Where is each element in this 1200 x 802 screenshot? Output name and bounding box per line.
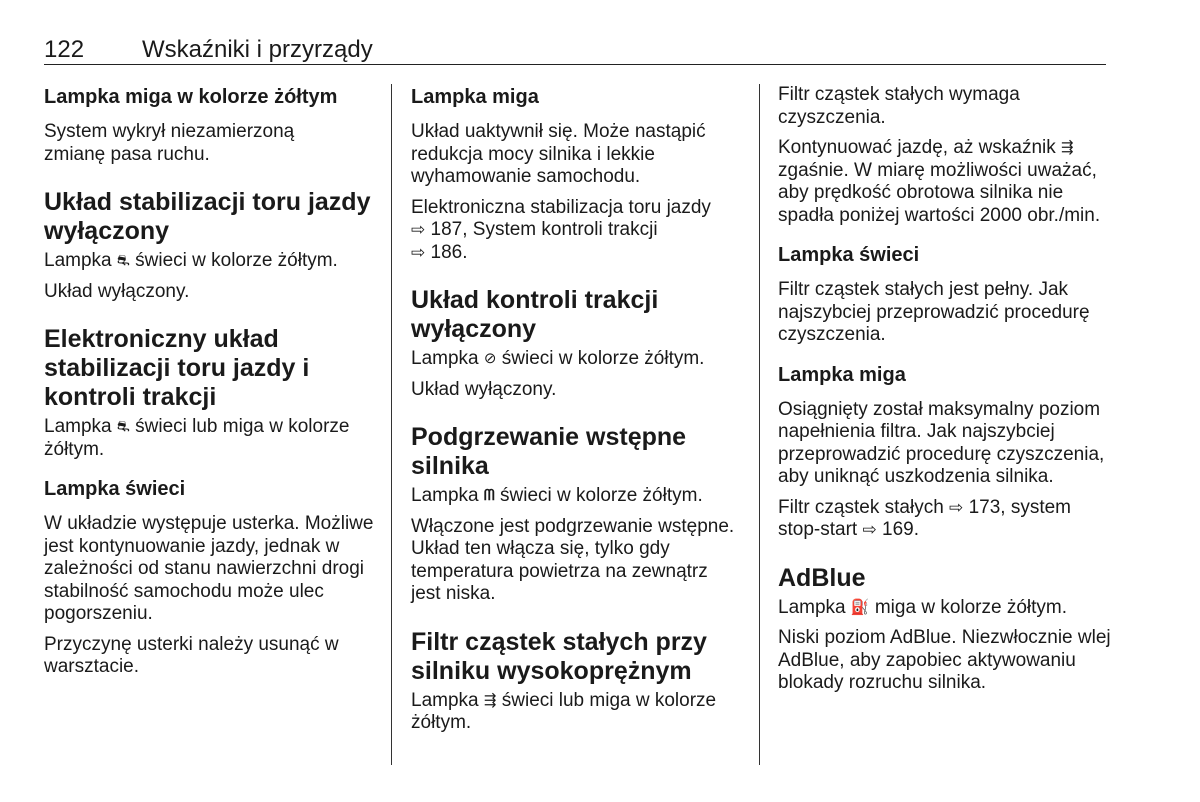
- text: świeci w kolorze żółtym.: [500, 485, 703, 506]
- paragraph: [44, 250, 374, 273]
- column-2: [411, 84, 741, 743]
- paragraph: [411, 197, 741, 265]
- esp-off-icon: ⛐: [116, 252, 130, 269]
- column-divider: [391, 84, 392, 765]
- text: zgaśnie. W miarę możliwości uważać, aby prędkość obrotowa silnika nie spadła poniżej wartości 2000 obr./min.: [778, 159, 1101, 226]
- paragraph: [411, 690, 741, 735]
- text: świeci w kolorze żółtym.: [501, 348, 705, 369]
- subheading-lamp-blink: Lampka miga: [411, 86, 539, 108]
- column-1: [44, 84, 374, 687]
- subheading-lamp-on: Lampka świeci: [44, 478, 186, 500]
- section-title-esp-off: Układ stabilizacji toru jazdy wyłączony: [44, 188, 371, 245]
- paragraph: [778, 597, 1113, 620]
- reference-arrow-icon: ⇨: [862, 520, 877, 539]
- reference-arrow-icon: ⇨: [411, 242, 426, 262]
- subheading-lamp-blink: Lampka miga: [778, 363, 906, 386]
- section-title-tc-off: Układ kontroli trakcji wyłączony: [411, 286, 659, 343]
- diesel-particle-filter-icon: ⇶: [483, 691, 497, 709]
- text: Kontynuować jazdę, aż wskaźnik: [778, 137, 1056, 158]
- paragraph: Układ wyłączony.: [44, 280, 190, 302]
- section-title-preheating: Podgrzewanie wstępne silnika: [411, 423, 687, 480]
- esp-skid-icon: ⛐: [116, 418, 130, 435]
- page-reference-link[interactable]: 169.: [882, 519, 919, 540]
- paragraph: [411, 348, 741, 371]
- paragraph: [778, 137, 1113, 227]
- text: Filtr cząstek stałych: [778, 496, 944, 518]
- text: świeci lub miga w kolorze żółtym.: [411, 689, 717, 733]
- paragraph: Włączone jest podgrzewanie wstępne. Układ ten włącza się, tylko gdy temperatura powietrza na zewnątrz jest niska.: [411, 515, 735, 604]
- text: Lampka: [44, 416, 112, 437]
- paragraph: Filtr cząstek stałych jest pełny. Jak najszybciej przeprowadzić procedurę czyszczenia.: [778, 279, 1090, 345]
- section-title-esp-tc: Elektroniczny układ stabilizacji toru jazdy i kontroli trakcji: [44, 325, 310, 411]
- page-number: 122: [44, 36, 85, 63]
- paragraph: Przyczynę usterki należy usunąć w warsztacie.: [44, 633, 339, 677]
- page-reference-link[interactable]: 173, system stop-start: [778, 496, 1072, 540]
- glow-plug-icon: ᗰ: [483, 487, 495, 504]
- paragraph: System wykrył niezamierzoną zmianę pasa ruchu.: [44, 121, 295, 165]
- reference-arrow-icon: ⇨: [949, 497, 964, 517]
- text: świeci w kolorze żółtym.: [135, 250, 338, 271]
- text: świeci lub miga w kolorze żółtym.: [44, 416, 350, 460]
- text: Lampka: [411, 689, 479, 711]
- section-title-adblue: AdBlue: [778, 563, 866, 592]
- text: Lampka: [778, 596, 846, 618]
- section-title-dpf: Filtr cząstek stałych przy silniku wysokoprężnym: [411, 627, 707, 685]
- paragraph: Układ wyłączony.: [411, 378, 557, 400]
- paragraph: [778, 497, 1113, 542]
- paragraph: W układzie występuje usterka. Możliwe jest kontynuowanie jazdy, jednak w zależności od stanu nawierzchni drogi stabilność samochodu może ulec pogorszeniu.: [44, 513, 374, 624]
- paragraph: Filtr cząstek stałych wymaga czyszczenia.: [778, 84, 1020, 128]
- column-divider: [759, 84, 760, 765]
- paragraph: Niski poziom AdBlue. Niezwłocznie wlej AdBlue, aby zapobiec aktywowaniu blokady rozruchu silnika.: [778, 627, 1111, 693]
- page-reference-link[interactable]: 187, System kontroli trakcji: [430, 219, 658, 240]
- subheading-blink-yellow: Lampka miga w kolorze żółtym: [44, 86, 338, 108]
- reference-arrow-icon: ⇨: [411, 220, 426, 239]
- column-3: [778, 84, 1113, 703]
- paragraph: [44, 416, 374, 461]
- page-header: [44, 30, 1106, 65]
- subheading-lamp-on: Lampka świeci: [778, 244, 920, 266]
- traction-control-off-icon: ⊘: [483, 350, 497, 367]
- text: Lampka: [411, 485, 479, 506]
- text: miga w kolorze żółtym.: [874, 596, 1068, 618]
- text: Lampka: [411, 348, 479, 369]
- diesel-particle-filter-icon: ⇶: [1061, 139, 1074, 156]
- page-reference-link[interactable]: 186.: [430, 241, 468, 263]
- chapter-title: Wskaźniki i przyrządy: [142, 36, 373, 63]
- paragraph: [411, 485, 741, 508]
- paragraph: Osiągnięty został maksymalny poziom napełnienia filtra. Jak najszybciej przeprowadzić procedurę czyszczenia, aby uniknąć uszkodzenia silnika.: [778, 398, 1105, 487]
- text: Lampka: [44, 250, 112, 271]
- paragraph: Układ uaktywnił się. Może nastąpić redukcja mocy silnika i lekkie wyhamowanie samochodu.: [411, 121, 706, 187]
- text: Elektroniczna stabilizacja toru jazdy: [411, 196, 711, 218]
- adblue-icon: ⛽: [850, 598, 870, 616]
